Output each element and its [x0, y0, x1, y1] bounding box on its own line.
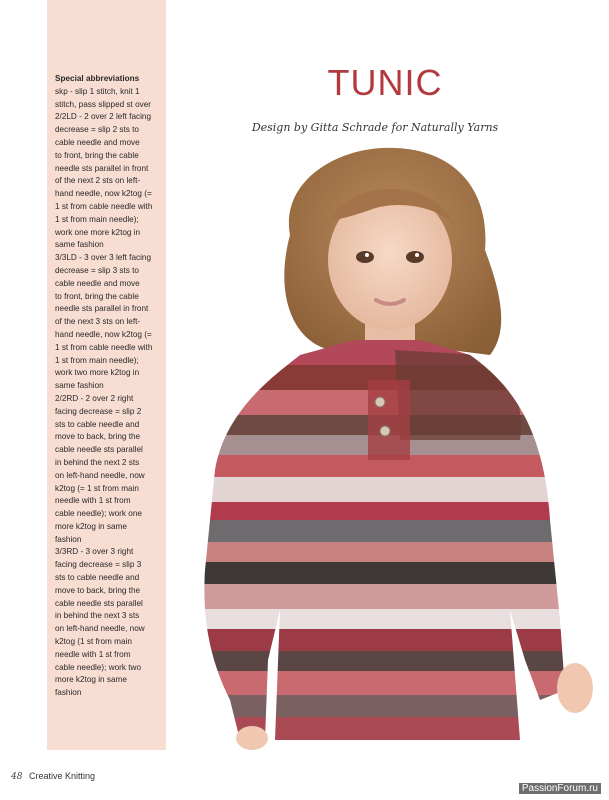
abbreviation-line: same fashion — [55, 381, 104, 391]
article-byline: Design by Gitta Schrade for Naturally Yarns — [251, 121, 499, 134]
abbreviation-line: 1 st from main needle); — [55, 355, 139, 365]
abbreviations-lines — [55, 86, 165, 700]
model-photo — [180, 140, 609, 750]
abbreviation-line: sts to cable needle and — [55, 419, 140, 429]
abbreviation-line: k2tog (= 1 st from main — [55, 483, 139, 493]
abbreviation-line: on left-hand needle, now — [55, 624, 145, 634]
abbreviation-line: fashion — [55, 688, 82, 698]
abbreviation-line: cable needle); work two — [55, 662, 142, 672]
abbreviation-line: of the next 3 sts on left- — [55, 317, 141, 327]
abbreviation-line: skp - slip 1 stitch, knit 1 — [55, 86, 140, 96]
abbreviations-text — [55, 73, 165, 700]
abbreviation-line: 1 st from main needle); — [55, 214, 139, 224]
abbreviation-line: in behind the next 3 sts — [55, 611, 140, 621]
abbreviation-line: move to back, bring the — [55, 585, 141, 595]
abbreviation-line: cable needle and move — [55, 278, 140, 288]
abbreviation-line: hand needle, now k2tog (= — [55, 329, 152, 339]
sweater-shape — [180, 335, 609, 750]
abbreviation-line: cable needle); work one — [55, 509, 142, 519]
article-title: TUNIC — [327, 62, 443, 103]
abbreviation-line: same fashion — [55, 240, 104, 250]
abbreviation-line: in behind the next 2 sts — [55, 457, 140, 467]
abbreviation-line: move to back, bring the — [55, 432, 141, 442]
abbreviation-line: 1 st from cable needle with — [55, 201, 153, 211]
abbreviation-line: facing decrease = slip 3 — [55, 560, 142, 570]
abbreviation-line: to front, bring the cable — [55, 291, 139, 301]
publication-name: Creative Knitting — [28, 771, 96, 781]
abbreviation-line: sts to cable needle and — [55, 573, 140, 583]
abbreviation-line: needle sts parallel in front — [55, 163, 149, 173]
sweater-button — [375, 397, 385, 407]
abbreviation-line: cable needle sts parallel — [55, 445, 143, 455]
abbreviation-line: cable needle sts parallel — [55, 598, 143, 608]
page-number: 48 — [11, 772, 23, 782]
abbreviation-line: needle with 1 st from — [55, 649, 131, 659]
abbreviation-line: 3/3LD - 3 over 3 left facing — [55, 253, 152, 263]
abbreviation-line: stitch, pass slipped st over — [55, 99, 152, 109]
abbreviation-line: more k2tog in same — [55, 675, 127, 685]
site-watermark: PassionForum.ru — [519, 783, 601, 794]
page-footer — [11, 771, 95, 782]
abbreviation-line: hand needle, now k2tog (= — [55, 189, 152, 199]
abbreviation-line: on left-hand needle, now — [55, 470, 145, 480]
abbreviation-line: work two more k2tog in — [55, 368, 140, 378]
abbreviation-line: needle sts parallel in front — [55, 304, 149, 314]
abbreviation-line: of the next 2 sts on left- — [55, 176, 141, 186]
abbreviation-line: fashion — [55, 534, 82, 544]
abbreviation-line: cable needle and move — [55, 137, 140, 147]
abbreviation-line: work one more k2tog in — [55, 227, 141, 237]
abbreviation-line: to front, bring the cable — [55, 150, 139, 160]
sweater-button — [380, 426, 390, 436]
abbreviation-line: 2/2RD - 2 over 2 right — [55, 393, 134, 403]
abbreviation-line: decrease = slip 3 sts to — [55, 265, 139, 275]
abbreviation-line: k2tog (1 st from main — [55, 637, 132, 647]
abbreviation-line: 2/2LD - 2 over 2 left facing — [55, 112, 152, 122]
abbreviation-line: needle with 1 st from — [55, 496, 131, 506]
abbreviation-line: decrease = slip 2 sts to — [55, 125, 139, 135]
abbreviation-line: facing decrease = slip 2 — [55, 406, 142, 416]
abbreviation-line: 3/3RD - 3 over 3 right — [55, 547, 134, 557]
abbreviation-line: 1 st from cable needle with — [55, 342, 153, 352]
abbreviation-line: more k2tog in same — [55, 521, 127, 531]
abbreviations-heading: Special abbreviations — [55, 74, 140, 83]
